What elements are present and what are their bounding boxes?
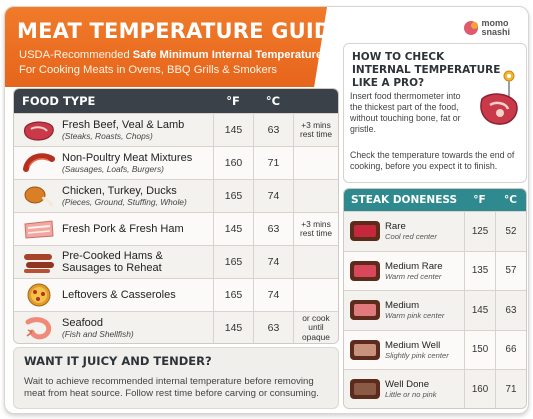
pro-tips-box bbox=[343, 43, 527, 183]
food-note: +3 mins rest time bbox=[293, 114, 338, 146]
food-sub: (Fish and Shellfish) bbox=[62, 329, 134, 339]
steak-row bbox=[344, 211, 526, 251]
col-header-steak-c: °C bbox=[504, 194, 517, 206]
steak-name-cell bbox=[344, 370, 464, 409]
food-row bbox=[14, 245, 338, 278]
brand-line1: momo bbox=[481, 18, 509, 28]
food-text bbox=[62, 317, 134, 339]
juicy-text: Wait to achieve recommended internal temperature before removing meat from heat source. Follow rest time before carving or consuming. bbox=[24, 376, 319, 399]
food-sub: (Steaks, Roasts, Chops) bbox=[62, 131, 153, 141]
guide-card bbox=[4, 6, 529, 414]
food-cell bbox=[14, 180, 213, 212]
food-name: Fresh Beef, Veal & Lamb bbox=[62, 119, 185, 131]
food-temp-c: 63 bbox=[253, 213, 293, 245]
food-cell bbox=[14, 114, 213, 146]
steak-temp-f: 125 bbox=[464, 212, 495, 251]
steak-label: Medium Well bbox=[385, 339, 441, 351]
steak-table-header bbox=[344, 189, 526, 211]
food-row bbox=[14, 113, 338, 146]
steak-sub: Cool red center bbox=[385, 232, 437, 242]
food-row bbox=[14, 146, 338, 179]
food-name: Seafood bbox=[62, 317, 103, 329]
steak-name-cell bbox=[344, 331, 464, 370]
steak-doneness-swatch bbox=[350, 379, 380, 399]
steak-doneness-table bbox=[343, 188, 527, 409]
pro-tips-paragraph-2: Check the temperature towards the end of cooking, before you expect it to finish. bbox=[350, 150, 515, 171]
drumstick-icon bbox=[22, 184, 56, 208]
food-temp-c: 74 bbox=[253, 246, 293, 278]
steak-row bbox=[344, 251, 526, 291]
food-cell bbox=[14, 312, 213, 344]
steak-temp-c: 57 bbox=[495, 252, 526, 291]
food-cell bbox=[14, 213, 213, 245]
food-row bbox=[14, 212, 338, 245]
food-note bbox=[293, 246, 338, 278]
food-cell bbox=[14, 147, 213, 179]
food-sub: (Sausages, Loafs, Burgers) bbox=[62, 164, 164, 174]
steak-label: Rare bbox=[385, 221, 406, 233]
steak-label: Medium Rare bbox=[385, 260, 443, 272]
food-text bbox=[62, 223, 184, 235]
subtitle-prefix: USDA-Recommended bbox=[19, 49, 133, 61]
steak-sub: Little or no pink bbox=[385, 390, 437, 400]
food-text bbox=[62, 250, 163, 274]
steak-temp-c: 52 bbox=[495, 212, 526, 251]
food-note: or cook until opaque bbox=[293, 312, 338, 344]
food-row bbox=[14, 179, 338, 212]
food-text bbox=[62, 185, 187, 207]
food-temp-c: 71 bbox=[253, 147, 293, 179]
steak-name-cell bbox=[344, 212, 464, 251]
food-temp-f: 165 bbox=[213, 279, 253, 311]
steak-temp-c: 71 bbox=[495, 370, 526, 409]
food-temp-f: 165 bbox=[213, 180, 253, 212]
col-header-c: °C bbox=[265, 94, 281, 108]
brand-mark-icon bbox=[464, 21, 478, 35]
food-type-table bbox=[13, 88, 339, 344]
food-temp-f: 145 bbox=[213, 114, 253, 146]
subtitle-bold: Safe Minimum Internal Temperatures bbox=[132, 49, 329, 61]
food-note bbox=[293, 279, 338, 311]
steak-temp-c: 66 bbox=[495, 331, 526, 370]
food-row bbox=[14, 278, 338, 311]
steak-temp-c: 63 bbox=[495, 291, 526, 330]
steak-doneness-swatch bbox=[350, 340, 380, 360]
steak-temp-f: 135 bbox=[464, 252, 495, 291]
food-sub: (Pieces, Ground, Stuffing, Whole) bbox=[62, 197, 187, 207]
food-name: Chicken, Turkey, Ducks bbox=[62, 185, 177, 197]
ham-sausage-icon bbox=[22, 250, 56, 274]
steak-temp-f: 145 bbox=[464, 291, 495, 330]
brand-logo bbox=[464, 15, 510, 41]
pro-tips-paragraph-1 bbox=[350, 91, 520, 135]
food-text bbox=[62, 119, 184, 141]
food-note bbox=[293, 180, 338, 212]
steak-rows bbox=[344, 211, 526, 409]
steak-row bbox=[344, 330, 526, 370]
col-header-food: FOOD TYPE bbox=[22, 94, 96, 108]
sausage-icon bbox=[22, 151, 56, 175]
food-table-header bbox=[14, 89, 338, 113]
page-subtitle bbox=[19, 48, 328, 78]
steak-text bbox=[385, 221, 437, 241]
food-temp-c: 63 bbox=[253, 312, 293, 344]
food-temp-f: 160 bbox=[213, 147, 253, 179]
food-name: Leftovers & Casseroles bbox=[62, 289, 176, 301]
pizza-icon bbox=[22, 283, 56, 307]
col-header-steak: STEAK DONENESS bbox=[351, 194, 458, 206]
steak-illustration-icon bbox=[476, 91, 520, 127]
food-temp-f: 165 bbox=[213, 246, 253, 278]
food-cell bbox=[14, 246, 213, 278]
food-temp-f: 145 bbox=[213, 312, 253, 344]
col-header-f: °F bbox=[226, 94, 240, 108]
brand-line2: snashi bbox=[481, 27, 510, 37]
col-header-steak-f: °F bbox=[473, 194, 486, 206]
steak-icon bbox=[22, 118, 56, 142]
food-temp-f: 145 bbox=[213, 213, 253, 245]
food-text bbox=[62, 289, 176, 301]
food-note bbox=[293, 147, 338, 179]
steak-text bbox=[385, 340, 449, 360]
subtitle-line2: For Cooking Meats in Ovens, BBQ Grills & Smokers bbox=[19, 64, 278, 76]
steak-sub: Warm red center bbox=[385, 271, 442, 281]
food-note: +3 mins rest time bbox=[293, 213, 338, 245]
steak-temp-f: 150 bbox=[464, 331, 495, 370]
shrimp-icon bbox=[22, 316, 56, 340]
page-title: MEAT TEMPERATURE GUIDE bbox=[17, 19, 347, 43]
steak-row bbox=[344, 369, 526, 409]
food-name: Pre-Cooked Hams & Sausages to Reheat bbox=[62, 250, 163, 274]
pro-tips-paragraph-1-text: Insert food thermometer into the thickest part of the food, without touching bone, fat or gristle. bbox=[350, 91, 461, 134]
steak-doneness-swatch bbox=[350, 261, 380, 281]
steak-sub: Slightly pink center bbox=[385, 350, 449, 360]
food-cell bbox=[14, 279, 213, 311]
juicy-title: WANT IT JUICY AND TENDER? bbox=[24, 354, 212, 368]
steak-name-cell bbox=[344, 252, 464, 291]
steak-name-cell bbox=[344, 291, 464, 330]
steak-text bbox=[385, 261, 443, 281]
steak-label: Medium bbox=[385, 300, 420, 312]
pro-tips-title: HOW TO CHECK INTERNAL TEMPERATURE LIKE A PRO? bbox=[352, 51, 501, 89]
brand-text bbox=[481, 19, 510, 37]
food-text bbox=[62, 152, 192, 174]
food-name: Non-Poultry Meat Mixtures bbox=[62, 152, 193, 164]
food-temp-c: 74 bbox=[253, 279, 293, 311]
steak-doneness-swatch bbox=[350, 300, 380, 320]
food-name: Fresh Pork & Fresh Ham bbox=[62, 223, 184, 235]
steak-row bbox=[344, 290, 526, 330]
steak-sub: Warm pink center bbox=[385, 311, 445, 321]
steak-label: Well Done bbox=[385, 379, 430, 391]
juicy-tip-box bbox=[13, 347, 339, 409]
food-temp-c: 74 bbox=[253, 180, 293, 212]
pork-icon bbox=[22, 217, 56, 241]
steak-text bbox=[385, 379, 437, 399]
food-row bbox=[14, 311, 338, 344]
steak-temp-f: 160 bbox=[464, 370, 495, 409]
food-temp-c: 63 bbox=[253, 114, 293, 146]
steak-doneness-swatch bbox=[350, 221, 380, 241]
food-rows bbox=[14, 113, 338, 344]
steak-text bbox=[385, 300, 444, 320]
